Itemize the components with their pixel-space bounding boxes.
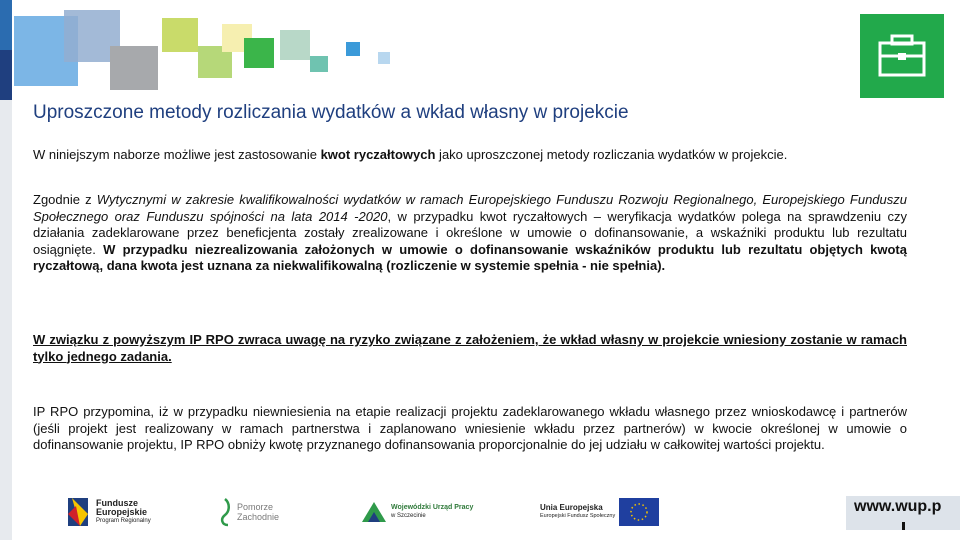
- paragraph-lump-sums: W niniejszym naborze możliwe jest zastosowanie kwot ryczałtowych jako uproszczonej metody rozliczania wydatków w projekcie.: [33, 147, 788, 162]
- logo-unia-europejska: Unia Europejska Europejski Fundusz Społeczny: [540, 492, 659, 532]
- website-link-box[interactable]: [846, 496, 960, 530]
- wup-emblem-icon: [360, 500, 388, 524]
- decor-square: [310, 56, 328, 72]
- website-link[interactable]: www.wup.p: [854, 498, 942, 515]
- left-color-strip: [0, 0, 12, 540]
- fe-star-icon: [66, 494, 92, 530]
- decor-square: [110, 46, 158, 90]
- decor-square: [378, 52, 390, 64]
- decor-square: [280, 30, 310, 60]
- decor-square: [244, 38, 274, 68]
- decor-square: [162, 18, 198, 52]
- logo-fundusze-europejskie: Fundusze Europejskie Program Regionalny: [66, 492, 151, 532]
- paragraph-guidelines: Zgodnie z Wytycznymi w zakresie kwalifikowalności wydatków w ramach Europejskiego Funduszu Rozwoju Regionalnego, Europejskiego Funduszu Społecznego oraz Funduszu spójności na lata 2014 -2020, w przypadku kwot ryczałtowych – weryfikacja wydatków polega na sprawdzeniu czy działania zadeklarowane przez beneficjenta zostały zrealizowane i określone w umowie o dofinansowanie, a wskaźniki produktu lub rezultatu osiągnięte. W przypadku niezrealizowania założonych w umowie o dofinansowanie wskaźników produktu lub rezultatu objętych kwotą ryczałtową, dana kwota jest uznana za niekwalifikowalną (rozliczenie w systemie spełnia - nie spełnia).: [33, 192, 908, 273]
- logo-bar: [60, 492, 840, 532]
- logo-wup-szczecin: Wojewódzki Urząd Pracy w Szczecinie: [360, 492, 473, 532]
- briefcase-icon: [860, 14, 944, 98]
- gryphon-icon: [216, 497, 234, 527]
- logo-pomorze-zachodnie: Pomorze Zachodnie: [216, 492, 279, 532]
- eu-flag-icon: [619, 498, 659, 526]
- decor-square: [346, 42, 360, 56]
- briefcase-tile: [860, 14, 944, 98]
- paragraph-ip-rpo-reminder: IP RPO przypomina, iż w przypadku niewniesienia na etapie realizacji projektu zadeklarowanego wkładu własnego przez wnioskodawcę i partnerów (jeśli projekt jest realizowany w ramach partnerstwa i zaplanowano wniesienie wkładu przez partnerów) w kwocie określonej w umowie o dofinansowanie projektu, IP RPO obniży kwotę przyznanego dofinansowania proporcjonalnie do jej udziału w całkowitej wartości projektu.: [33, 404, 907, 452]
- paragraph-risk-notice: W związku z powyższym IP RPO zwraca uwagę na ryzyko związane z założeniem, że wkład własny w projekcie wniesiony zostanie w ramach tylko jednego zadania.: [33, 332, 907, 364]
- page-title: Uproszczone metody rozliczania wydatków a wkład własny w projekcie: [33, 102, 629, 123]
